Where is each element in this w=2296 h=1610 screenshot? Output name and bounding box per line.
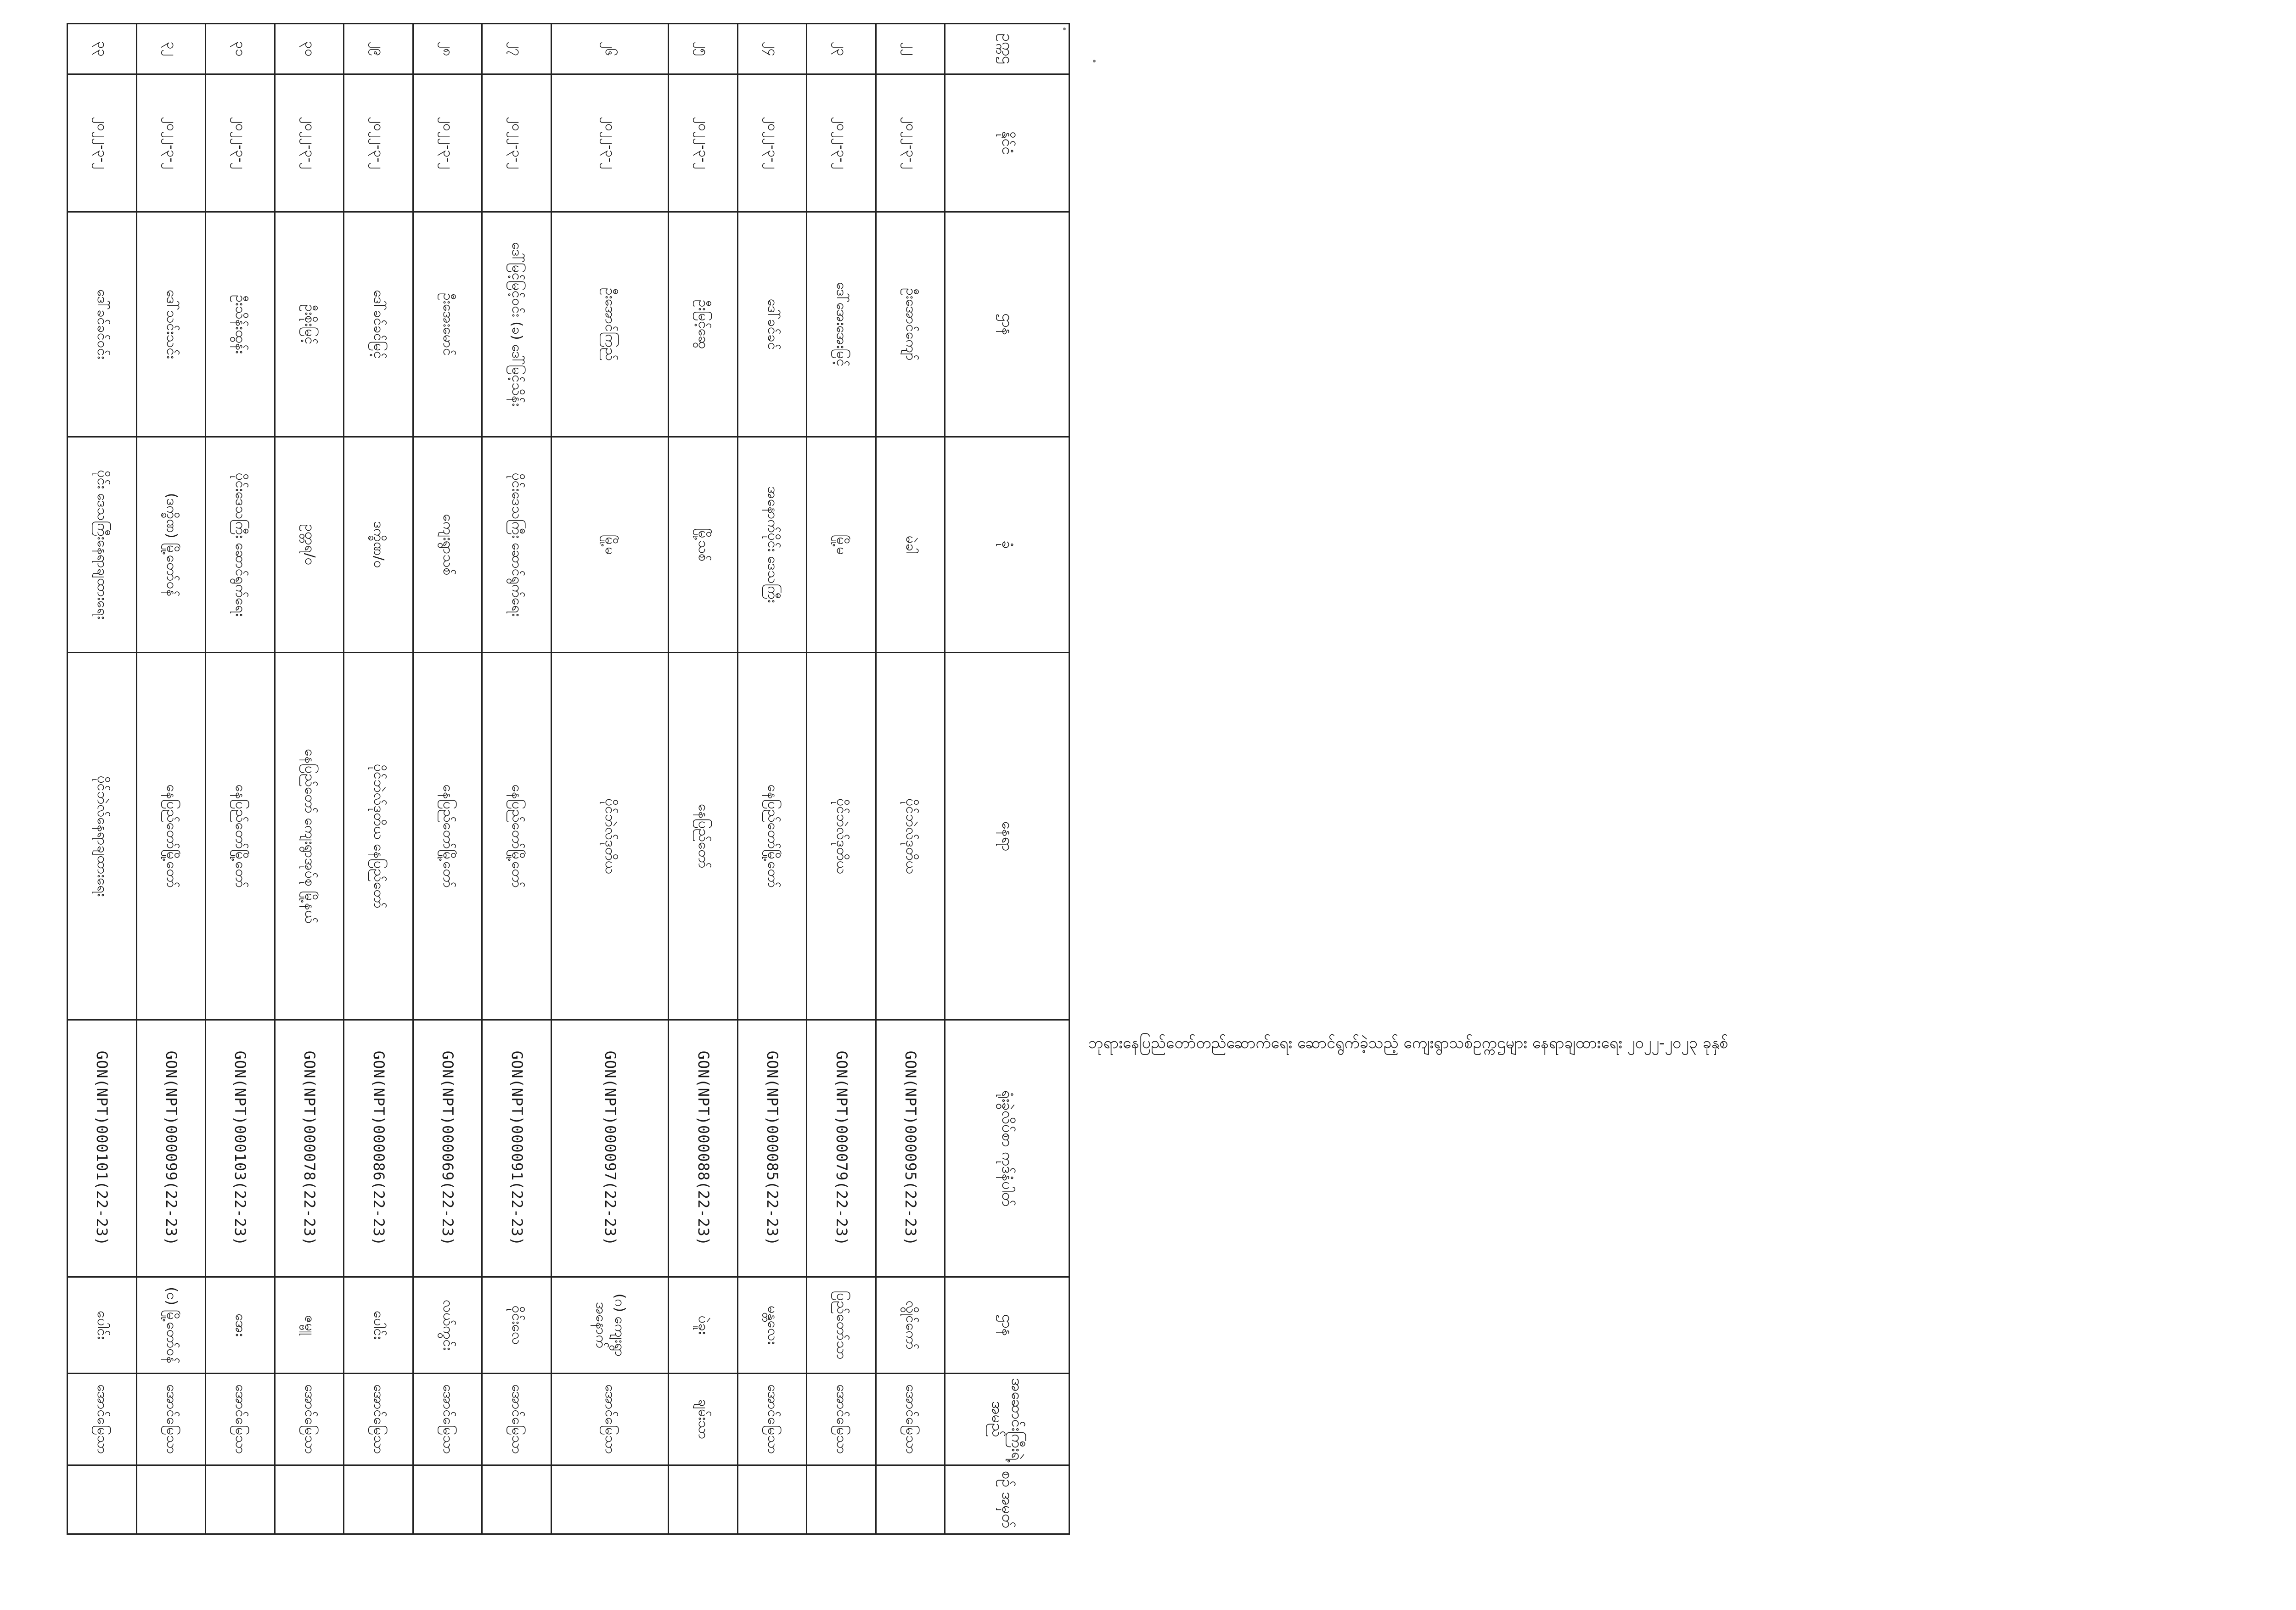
table-cell: အောင်မြေသာ — [737, 1374, 807, 1465]
table-cell: ၂၇ — [482, 24, 551, 74]
table-cell: ပိုင်ဘဲလ်ဒုတိယ — [551, 653, 669, 1020]
table-cell: မန္တလေး — [737, 1277, 807, 1374]
table-cell: ပေါင်း — [68, 1277, 137, 1374]
table-cell: ၂၀၂၂-၃-၂ — [344, 74, 413, 212]
table-cell: ၂၀၂၂-၃-၂ — [876, 74, 945, 212]
rotated-page — [67, 23, 1070, 1533]
table-cell: နေပြည်တော်မြို့တော် — [206, 653, 275, 1020]
table-row — [482, 24, 551, 1534]
table-cell: GON(NPT)000086(22-23) — [344, 1020, 413, 1277]
table-cell: ၂၉ — [344, 24, 413, 74]
empty-cell — [413, 1465, 482, 1534]
table-cell: ဒေါ်မြင့်မြင့်ဝင်း (ခ) ဒေါ်မြင့်သိန်း — [482, 212, 551, 437]
table-cell: ၂၈ — [413, 24, 482, 74]
table-cell: ပိုင်ဘဲလ်ဒုတိယ နေပြည်တော် — [344, 653, 413, 1020]
table-cell: အောင်မြေသာ — [482, 1374, 551, 1465]
table-cell: လယ်ကွင်း — [413, 1277, 482, 1374]
table-cell: အနောက်ပိုင်း ဒေသကြီး — [737, 437, 807, 653]
table-cell: မြို့မ — [807, 437, 876, 653]
empty-cell — [482, 1465, 551, 1534]
empty-cell — [344, 1465, 413, 1534]
table-cell: ၂၀၂၂-၃-၂ — [275, 74, 344, 212]
header-row — [945, 24, 1069, 1534]
table-cell: ၂၄ — [737, 24, 807, 74]
table-cell: ၂၀၂၂-၃-၂ — [551, 74, 669, 212]
table-cell: ၂၂ — [876, 24, 945, 74]
table-cell: GON(NPT)000101(22-23) — [68, 1020, 137, 1277]
table-row — [551, 24, 669, 1534]
table-cell: ဝိုင်းလေ — [482, 1277, 551, 1374]
table-cell: ၂၆ — [551, 24, 669, 74]
table-cell: GON(NPT)000078(22-23) — [275, 1020, 344, 1277]
table-cell: (ဂ) ကျေးရွာ အနောက် — [551, 1277, 669, 1374]
table-cell: ဒေါ်အေးအေးမြင့် — [807, 212, 876, 437]
table-cell: GON(NPT)000095(22-23) — [876, 1020, 945, 1277]
page-caption: ဘုရားနေပြည်တော်တည်ဆောက်ရေး ဆောင်ရွက်ခဲ့သည့် ကျေးရွာသစ်ဥက္ကဌများ နေရာချထားရေး ၂၀၂၂-၂၀၂၃ ခုနှစ် — [1088, 1034, 1728, 1052]
table-cell: အောင်မြေသာ — [68, 1374, 137, 1465]
scan-speck — [1093, 60, 1096, 62]
table-row — [275, 24, 344, 1534]
table-cell: ဦးအောင်ကျော် — [876, 212, 945, 437]
table-cell: ဒေါ်ခင်ခင်မြင့် — [344, 212, 413, 437]
table-cell: အောင်မြေသာ — [344, 1374, 413, 1465]
table-cell: ၂၀၂၂-၃-၂ — [206, 74, 275, 212]
empty-cell — [876, 1465, 945, 1534]
table-cell: ဥတ္တရ/ဝ — [275, 437, 344, 653]
table-cell: (ဒက္ခိဏ) မြို့တော်ဝန် — [136, 437, 206, 653]
table-cell: ပြည်တော်သာ — [807, 1277, 876, 1374]
header-cell: ခုံ — [945, 437, 1069, 653]
table-cell: (င) မြို့တော်ဝန် — [136, 1277, 206, 1374]
empty-cell — [206, 1465, 275, 1534]
table-cell: ၂၀၂၂-၃-၂ — [136, 74, 206, 212]
table-cell: နေပြည်တော်မြို့တော် — [413, 653, 482, 1020]
table-row — [136, 24, 206, 1534]
header-cell: စဉ် အမှတ် — [945, 1465, 1069, 1534]
table-cell: အောင်မြေသာ — [136, 1374, 206, 1465]
table-cell: ဒေါ်ခင်ခင် — [737, 212, 807, 437]
table-cell: မဲခါ — [876, 437, 945, 653]
table-cell: အောင်မြေသာ — [275, 1374, 344, 1465]
table-row — [669, 24, 738, 1534]
table-cell: ၃၃ — [68, 24, 137, 74]
table-cell: ဇမ္ဗူ — [275, 1277, 344, 1374]
table-cell: ပိုင်ဘဲလ်ဒုတိယ — [807, 653, 876, 1020]
table-cell: ပဲခူး — [669, 1277, 738, 1374]
table-cell: အောင်မြေသာ — [876, 1374, 945, 1465]
table-cell: ပိုင်းဒေသကြီး ဆောင်ရွက်ရေး — [206, 437, 275, 653]
header-cell: နေရာ — [945, 653, 1069, 1020]
table-cell: ၃၂ — [136, 24, 206, 74]
table-cell: ပိုင်ဘဲလ်နေရာချထားရေး — [68, 653, 137, 1020]
registry-table — [67, 23, 1070, 1535]
table-cell: နေပြည်တော်မြို့တော် — [737, 653, 807, 1020]
empty-cell — [275, 1465, 344, 1534]
table-cell: ဦးစိုးမြင့် — [275, 212, 344, 437]
table-cell: ၂၀၂၂-၃-၂ — [482, 74, 551, 212]
table-row — [206, 24, 275, 1534]
table-cell: ပေါင်း — [344, 1277, 413, 1374]
table-cell: ကျေးရွာသစ် — [413, 437, 482, 653]
table-cell: ၂၀၂၂-၃-၂ — [413, 74, 482, 212]
table-cell: GON(NPT)000088(22-23) — [669, 1020, 738, 1277]
empty-cell — [136, 1465, 206, 1534]
header-cell: ဌာန — [945, 212, 1069, 437]
table-cell: မြို့မ — [551, 437, 669, 653]
table-cell: ချမ်းသာ — [669, 1374, 738, 1465]
table-row — [68, 24, 137, 1534]
table-cell: ၂၀၂၂-၃-၂ — [669, 74, 738, 212]
table-cell: GON(NPT)000097(22-23) — [551, 1020, 669, 1277]
empty-cell — [669, 1465, 738, 1534]
table-cell: နေပြည်တော် ကျေးရွာအုပ်စု မြို့နယ် — [275, 653, 344, 1020]
table-cell: အောင်မြေသာ — [206, 1374, 275, 1465]
table-cell: ဒေါ်သင်းသင်း — [136, 212, 206, 437]
table-cell: ပိုင်းဒေသကြီး ဆောင်ရွက်ရေး — [482, 437, 551, 653]
table-cell: နေပြည်တော်မြို့တော် — [482, 653, 551, 1020]
table-cell: ၃၁ — [206, 24, 275, 74]
table-cell: ဒေါ်ခင်ခင်ဝင်း — [68, 212, 137, 437]
table-cell: ၂၅ — [669, 24, 738, 74]
table-cell: ၂၃ — [807, 24, 876, 74]
table-cell: ၂၀၂၂-၃-၂ — [68, 74, 137, 212]
table-cell: ပိုင်ဘဲလ်ဒုတိယ — [876, 653, 945, 1020]
empty-cell — [551, 1465, 669, 1534]
table-cell: ၂၀၂၂-၃-၂ — [807, 74, 876, 212]
table-cell: ဦးမြင့်ဆွေ — [669, 212, 738, 437]
table-cell: GON(NPT)000079(22-23) — [807, 1020, 876, 1277]
table-cell: အောင်မြေသာ — [413, 1374, 482, 1465]
table-row — [737, 24, 807, 1534]
header-cell: ရုံးခွဲလိပ်စာ ကုဒ်နံပါတ် — [945, 1020, 1069, 1277]
table-cell: အောင်မြေသာ — [551, 1374, 669, 1465]
table-cell: ဦးအောင်ကြည် — [551, 212, 669, 437]
table-cell: GON(NPT)000069(22-23) — [413, 1020, 482, 1277]
header-cell: နိုင်ငံ — [945, 74, 1069, 212]
header-cell: ဌာန — [945, 1277, 1069, 1374]
table-row — [344, 24, 413, 1534]
header-cell: အဆောင်းကြီးရဲ့ အမည် — [945, 1374, 1069, 1465]
table-row — [807, 24, 876, 1534]
empty-cell — [68, 1465, 137, 1534]
header-cell: ဥက္ကဌ — [945, 24, 1069, 74]
table-cell: အောင်မြေသာ — [807, 1374, 876, 1465]
empty-cell — [807, 1465, 876, 1534]
table-cell: နေပြည်တော် — [669, 653, 738, 1020]
table-row — [876, 24, 945, 1534]
table-cell: ဦးအေးမောင် — [413, 212, 482, 437]
table-cell: နေပြည်တော်မြို့တော် — [136, 653, 206, 1020]
empty-cell — [737, 1465, 807, 1534]
table-cell: ၃၀ — [275, 24, 344, 74]
table-cell: လွိုင်ကော် — [876, 1277, 945, 1374]
table-cell: မြို့သစ် — [669, 437, 738, 653]
table-row — [413, 24, 482, 1534]
table-cell: ၂၀၂၂-၃-၂ — [737, 74, 807, 212]
table-cell: GON(NPT)000091(22-23) — [482, 1020, 551, 1277]
table-cell: GON(NPT)000085(22-23) — [737, 1020, 807, 1277]
scan-speck — [1063, 28, 1066, 30]
table-cell: ဦးသိန်းထွန်း — [206, 212, 275, 437]
table-cell: ပိုင်း ဒေသကြီးနေရာချထားရေး — [68, 437, 137, 653]
table-cell: GON(NPT)000099(22-23) — [136, 1020, 206, 1277]
table-cell: ဒက္ခိဏ/ဝ — [344, 437, 413, 653]
table-cell: GON(NPT)000103(22-23) — [206, 1020, 275, 1277]
table-cell: အေး — [206, 1277, 275, 1374]
